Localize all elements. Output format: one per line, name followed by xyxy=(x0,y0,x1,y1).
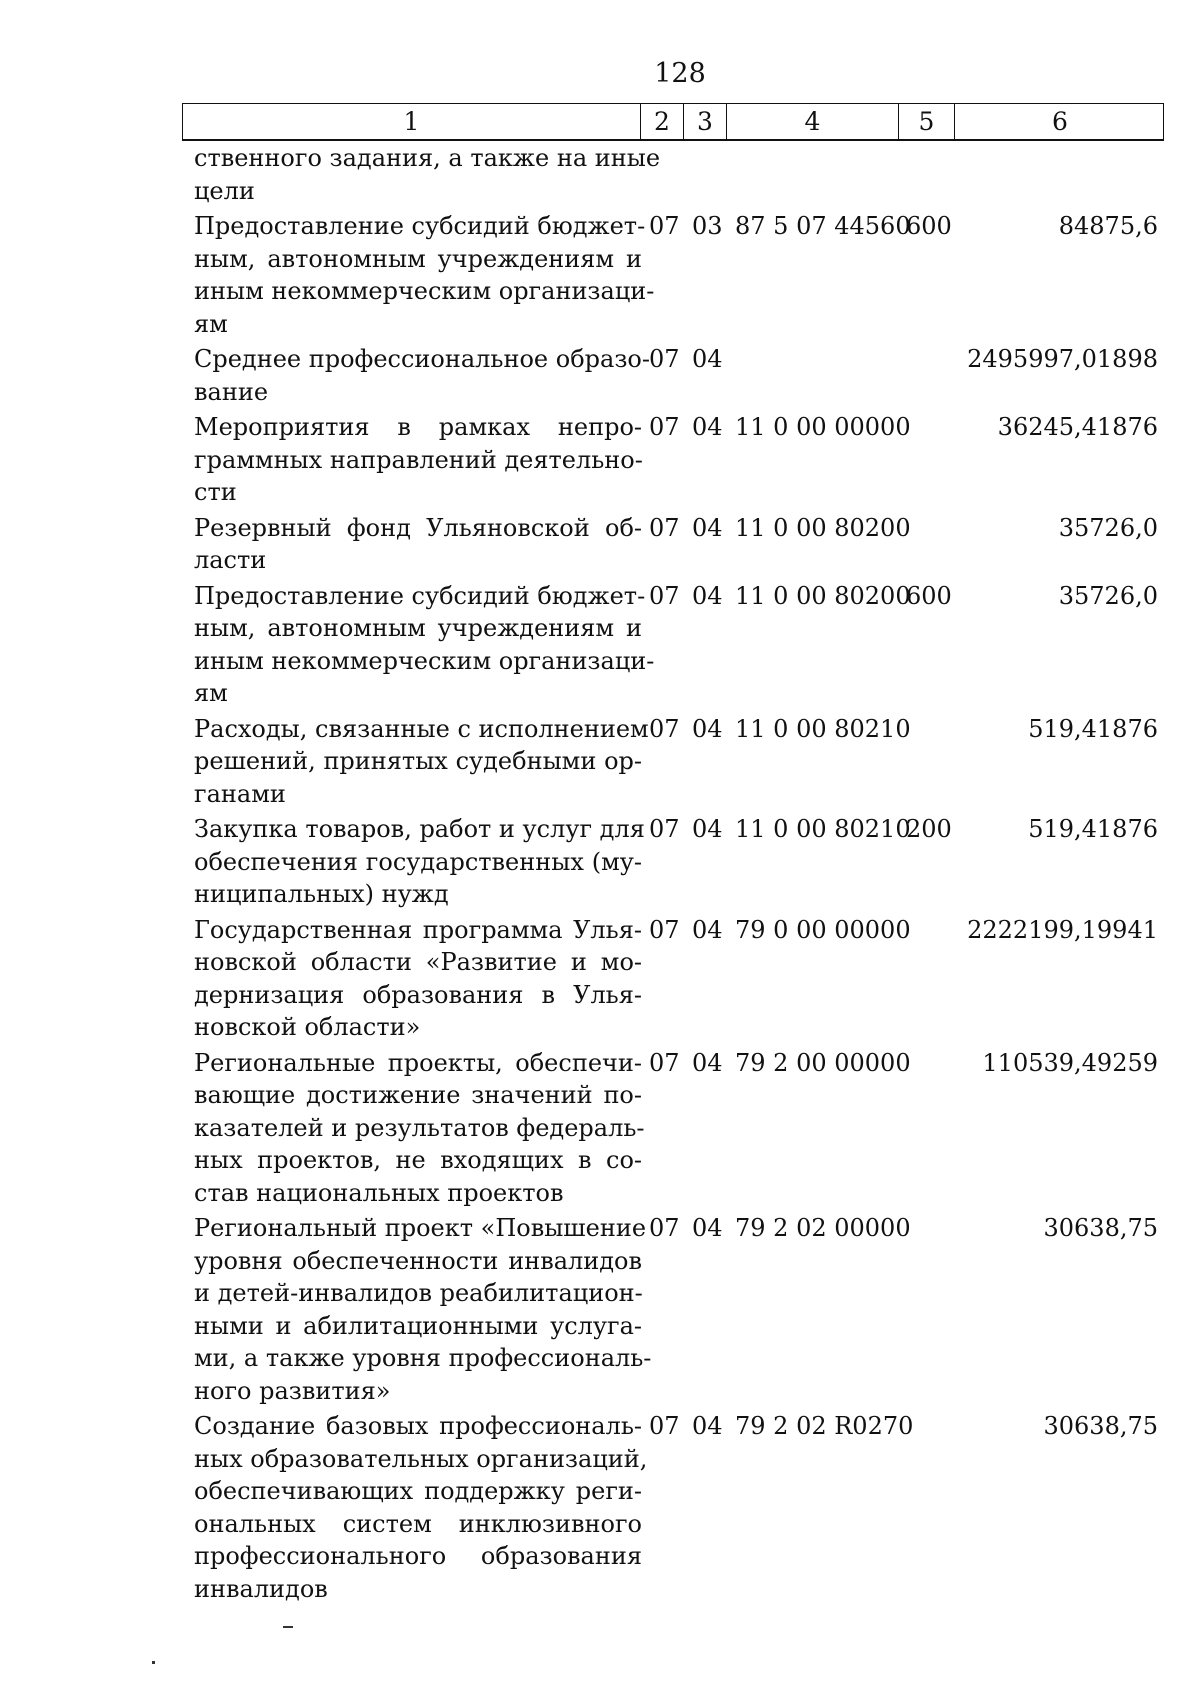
cell-c4: 11 0 00 80200 xyxy=(735,513,911,542)
row-description xyxy=(194,813,645,911)
header-col-5: 5 xyxy=(899,104,955,139)
cell-c2: 07 xyxy=(649,714,680,743)
cell-c3: 04 xyxy=(692,345,723,373)
description-line: и детей-инвалидов реабилитацион- xyxy=(194,1279,643,1307)
description-line: Резервный фонд Ульяновской об- xyxy=(194,513,642,542)
scan-mark xyxy=(152,1661,155,1664)
row-description xyxy=(194,343,650,408)
description-line: Расходы, связанные с исполнением xyxy=(194,714,649,743)
description-line: Предоставление субсидий бюджет- xyxy=(194,212,646,240)
scan-mark xyxy=(283,1626,293,1628)
cell-c3: 04 xyxy=(692,915,723,944)
cell-c3: 04 xyxy=(692,513,723,542)
description-line: сти xyxy=(194,478,237,506)
description-line: дернизация образования в Улья- xyxy=(194,980,642,1009)
row-description xyxy=(194,1047,645,1210)
description-line: ям xyxy=(194,309,228,338)
cell-c3: 03 xyxy=(692,212,723,240)
cell-c5: 600 xyxy=(906,212,952,240)
description-line: иным некоммерческим организаци- xyxy=(194,646,655,675)
description-line: профессионального образования xyxy=(194,1542,642,1570)
description-line: ниципальных) нужд xyxy=(194,880,449,908)
description-line: цели xyxy=(194,176,255,205)
description-line: ми, а также уровня профессиональ- xyxy=(194,1344,652,1372)
cell-c2: 07 xyxy=(649,1214,680,1242)
cell-c3: 04 xyxy=(692,1048,723,1077)
row-description xyxy=(194,1212,652,1407)
cell-c2: 07 xyxy=(649,1412,680,1440)
description-line: казателей и результатов федераль- xyxy=(194,1113,645,1142)
cell-c6: 30638,75 xyxy=(1043,1214,1158,1242)
table-header xyxy=(182,103,1164,141)
cell-c4: 11 0 00 80210 xyxy=(735,714,911,743)
description-line: инвалидов xyxy=(194,1574,328,1603)
description-line: ными и абилитационными услуга- xyxy=(194,1311,642,1340)
row-description xyxy=(194,914,642,1044)
cell-c6: 35726,0 xyxy=(1058,581,1158,610)
description-line: ганами xyxy=(194,779,286,808)
header-col-1: 1 xyxy=(183,104,641,139)
description-line: Мероприятия в рамках непро- xyxy=(194,413,642,441)
description-line: ным, автономным учреждениям и xyxy=(194,614,642,642)
cell-c6: 84875,6 xyxy=(1058,212,1158,240)
cell-c2: 07 xyxy=(649,815,680,843)
cell-c2: 07 xyxy=(649,513,680,542)
description-line: обеспечения государственных (му- xyxy=(194,847,642,876)
description-line: ных проектов, не входящих в со- xyxy=(194,1146,642,1174)
description-line: ным, автономным учреждениям и xyxy=(194,244,642,273)
cell-c4: 79 2 02 R0270 xyxy=(735,1412,914,1440)
cell-c2: 07 xyxy=(649,345,680,373)
header-col-3: 3 xyxy=(684,104,727,139)
cell-c4: 11 0 00 00000 xyxy=(735,413,911,441)
cell-c3: 04 xyxy=(692,1412,723,1440)
cell-c3: 04 xyxy=(692,815,723,843)
description-line: ональных систем инклюзивного xyxy=(194,1509,642,1538)
cell-c5: 600 xyxy=(906,581,952,610)
cell-c6: 519,41876 xyxy=(1028,815,1158,843)
cell-c3: 04 xyxy=(692,1214,723,1242)
description-line: Среднее профессиональное образо- xyxy=(194,345,650,373)
row-description xyxy=(194,1410,648,1605)
description-line: вающие достижение значений по- xyxy=(194,1081,642,1109)
header-col-6: 6 xyxy=(1052,107,1068,136)
cell-c4: 11 0 00 80200 xyxy=(735,581,911,610)
description-line: ного развития» xyxy=(194,1376,391,1405)
cell-c4: 87 5 07 44560 xyxy=(735,212,911,240)
cell-c6: 519,41876 xyxy=(1028,714,1158,743)
cell-c4: 79 0 00 00000 xyxy=(735,915,911,944)
description-line: Закупка товаров, работ и услуг для xyxy=(194,815,645,843)
description-line: уровня обеспеченности инвалидов xyxy=(194,1246,642,1275)
description-line: ственного задания, а также на иные xyxy=(194,144,661,172)
description-line: Государственная программа Улья- xyxy=(194,915,642,944)
description-line: новской области» xyxy=(194,1013,421,1041)
header-col-2: 2 xyxy=(641,104,684,139)
cell-c5: 200 xyxy=(906,815,952,843)
description-line: граммных направлений деятельно- xyxy=(194,445,643,474)
cell-c4: 11 0 00 80210 xyxy=(735,815,911,843)
row-description xyxy=(194,512,642,577)
cell-c6: 30638,75 xyxy=(1043,1412,1158,1440)
description-line: ных образовательных организаций, xyxy=(194,1444,648,1473)
row-description xyxy=(194,580,655,710)
description-line: обеспечивающих поддержку реги- xyxy=(194,1477,642,1505)
description-line: ласти xyxy=(194,546,267,574)
cell-c6: 110539,49259 xyxy=(982,1048,1158,1077)
header-col-4: 4 xyxy=(727,104,899,139)
description-line: Региональные проекты, обеспечи- xyxy=(194,1048,642,1077)
description-line: новской области «Развитие и мо- xyxy=(194,948,642,976)
row-description xyxy=(194,142,661,207)
cell-c2: 07 xyxy=(649,1048,680,1077)
cell-c6: 2222199,19941 xyxy=(967,915,1158,944)
description-line: став национальных проектов xyxy=(194,1178,564,1207)
description-line: Создание базовых профессиональ- xyxy=(194,1412,642,1440)
description-line: ям xyxy=(194,679,228,707)
cell-c3: 04 xyxy=(692,714,723,743)
cell-c4: 79 2 02 00000 xyxy=(735,1214,911,1242)
description-line: иным некоммерческим организаци- xyxy=(194,277,655,305)
cell-c3: 04 xyxy=(692,413,723,441)
cell-c2: 07 xyxy=(649,581,680,610)
cell-c6: 36245,41876 xyxy=(997,413,1158,441)
description-line: вание xyxy=(194,377,269,406)
cell-c2: 07 xyxy=(649,212,680,240)
page-number: 128 xyxy=(654,58,706,89)
cell-c3: 04 xyxy=(692,581,723,610)
cell-c2: 07 xyxy=(649,413,680,441)
description-line: Предоставление субсидий бюджет- xyxy=(194,581,646,610)
cell-c2: 07 xyxy=(649,915,680,944)
row-description xyxy=(194,713,649,811)
description-line: решений, принятых судебными ор- xyxy=(194,747,642,775)
row-description xyxy=(194,210,655,340)
cell-c6: 35726,0 xyxy=(1058,513,1158,542)
cell-c4: 79 2 00 00000 xyxy=(735,1048,911,1077)
cell-c6: 2495997,01898 xyxy=(967,345,1158,373)
row-description xyxy=(194,411,642,509)
description-line: Региональный проект «Повышение xyxy=(194,1214,647,1242)
